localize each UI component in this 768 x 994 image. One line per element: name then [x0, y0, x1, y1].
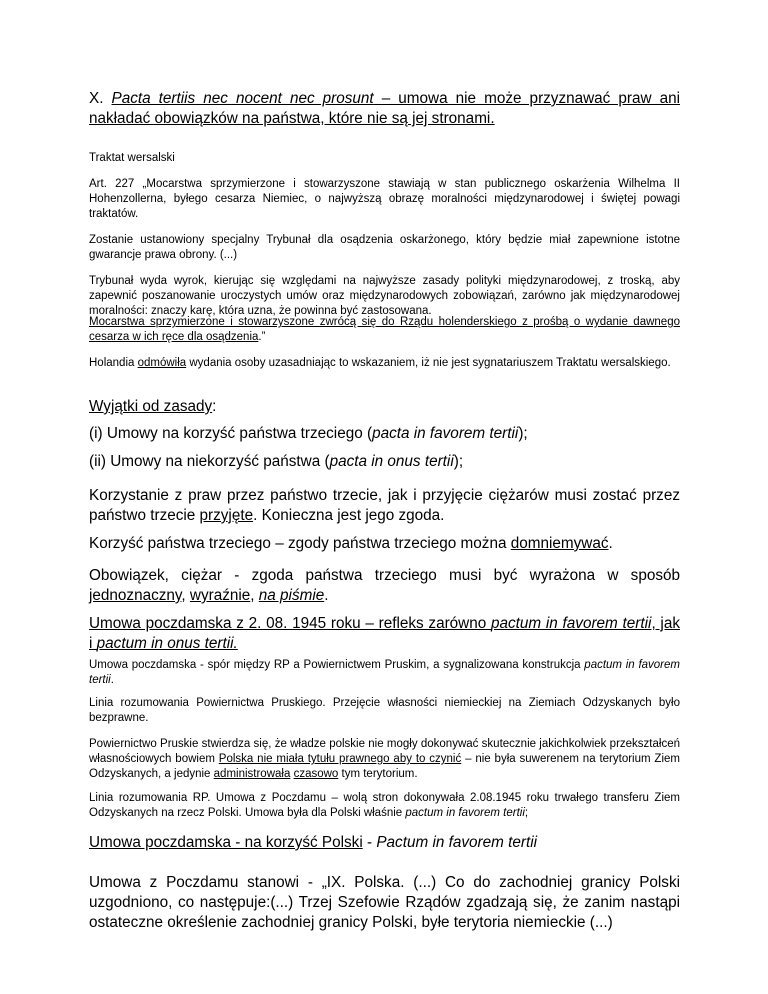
art-227-paragraph: Art. 227 „Mocarstwa sprzymierzone i stowarzyszone stawiają w stan publicznego oskarżenia Wilhelma II Hohenzollerna, byłego cesarza Niemiec, o najwyższą obrazę moralności międzynarodowej i świętej powagi traktatów.: [89, 178, 680, 220]
potsdam-benefit-heading: Umowa poczdamska - na korzyść Polski - Pactum in favorem tertii: [89, 834, 538, 851]
holland-refusal-paragraph: Holandia odmówiła wydania osoby uzasadniając to wskazaniem, iż nie jest sygnatariuszem Traktatu wersalskiego.: [89, 357, 671, 369]
extradition-request-paragraph: Mocarstwa sprzymierzone i stowarzyszone zwrócą się do Rządu holenderskiego z prośbą o wydanie dawnego cesarza w ich ręce dla osądzenia.”: [89, 316, 680, 343]
pp-reasoning-paragraph: Linia rozumowania Powiernictwa Pruskiego. Przejęcie własności niemieckiej na Ziemiach Odzyskanych było bezprawne.: [89, 697, 680, 724]
versailles-label: Traktat wersalski: [89, 152, 175, 164]
tribunal-paragraph: Zostanie ustanowiony specjalny Trybunał dla osądzenia oskarżonego, który będzie miał zapewnione istotne gwarancje prawa obrony. (...): [89, 234, 680, 261]
verdict-paragraph: Trybunał wyda wyrok, kierując się względami na najwyższe zasady polityki międzynarodowej, z troską, aby zapewnić poszanowanie uroczystych umów oraz międzynarodowych zobowiązań, zarówno jak międzynarodowej moralności: znaczy karę, która uzna, że powinna być zastosowana.: [89, 275, 680, 317]
heading-pacta-tertiis: X. Pacta tertiis nec nocent nec prosunt – umowa nie może przyznawać praw ani nakładać obowiązków na państwa, które nie są jej stronami.: [89, 90, 680, 127]
exceptions-heading: Wyjątki od zasady:: [89, 398, 217, 415]
exception-item-1: (i) Umowy na korzyść państwa trzeciego (pacta in favorem tertii);: [89, 425, 528, 442]
exception-item-2: (ii) Umowy na niekorzyść państwa (pacta in onus tertii);: [89, 453, 464, 470]
implied-consent-paragraph: Korzyść państwa trzeciego – zgody państwa trzeciego można domniemywać.: [89, 535, 613, 552]
potsdam-dispute-paragraph: Umowa poczdamska - spór między RP a Powiernictwem Pruskim, a sygnalizowana konstrukcja pactum in favorem tertii.: [89, 659, 680, 686]
pp-claim-paragraph: Powiernictwo Pruskie stwierdza się, że władze polskie nie mogły dokonywać skutecznie jakichkolwiek przekształceń własnościowych bowiem Polska nie miała tytułu prawnego aby to czynić – nie była suwerenem na terytorium Ziem Odzyskanych, a jedynie administrowała czasowo tym terytorium.: [89, 738, 680, 780]
express-consent-paragraph: Obowiązek, ciężar - zgoda państwa trzeciego musi być wyrażona w sposób jednoznaczny, wyraźnie, na piśmie.: [89, 567, 680, 604]
potsdam-heading: Umowa poczdamska z 2. 08. 1945 roku – refleks zarówno pactum in favorem tertii, jak i pactum in onus tertii.: [89, 615, 680, 652]
potsdam-text-paragraph: Umowa z Poczdamu stanowi - „IX. Polska. (...) Co do zachodniej granicy Polski uzgodniono, co następuje:(...) Trzej Szefowie Rządów zgadzają się, że zanim nastąpi ostateczne określenie zachodniej granicy Polski, byłe terytoria niemieckie (...): [89, 874, 680, 931]
consent-paragraph: Korzystanie z praw przez państwo trzecie, jak i przyjęcie ciężarów musi zostać przez państwo trzecie przyjęte. Konieczna jest jego zgoda.: [89, 487, 680, 524]
rp-reasoning-paragraph: Linia rozumowania RP. Umowa z Poczdamu – wolą stron dokonywała 2.08.1945 roku trwałego transferu Ziem Odzyskanych na rzecz Polski. Umowa była dla Polski właśnie pactum in favorem tertii;: [89, 792, 680, 819]
